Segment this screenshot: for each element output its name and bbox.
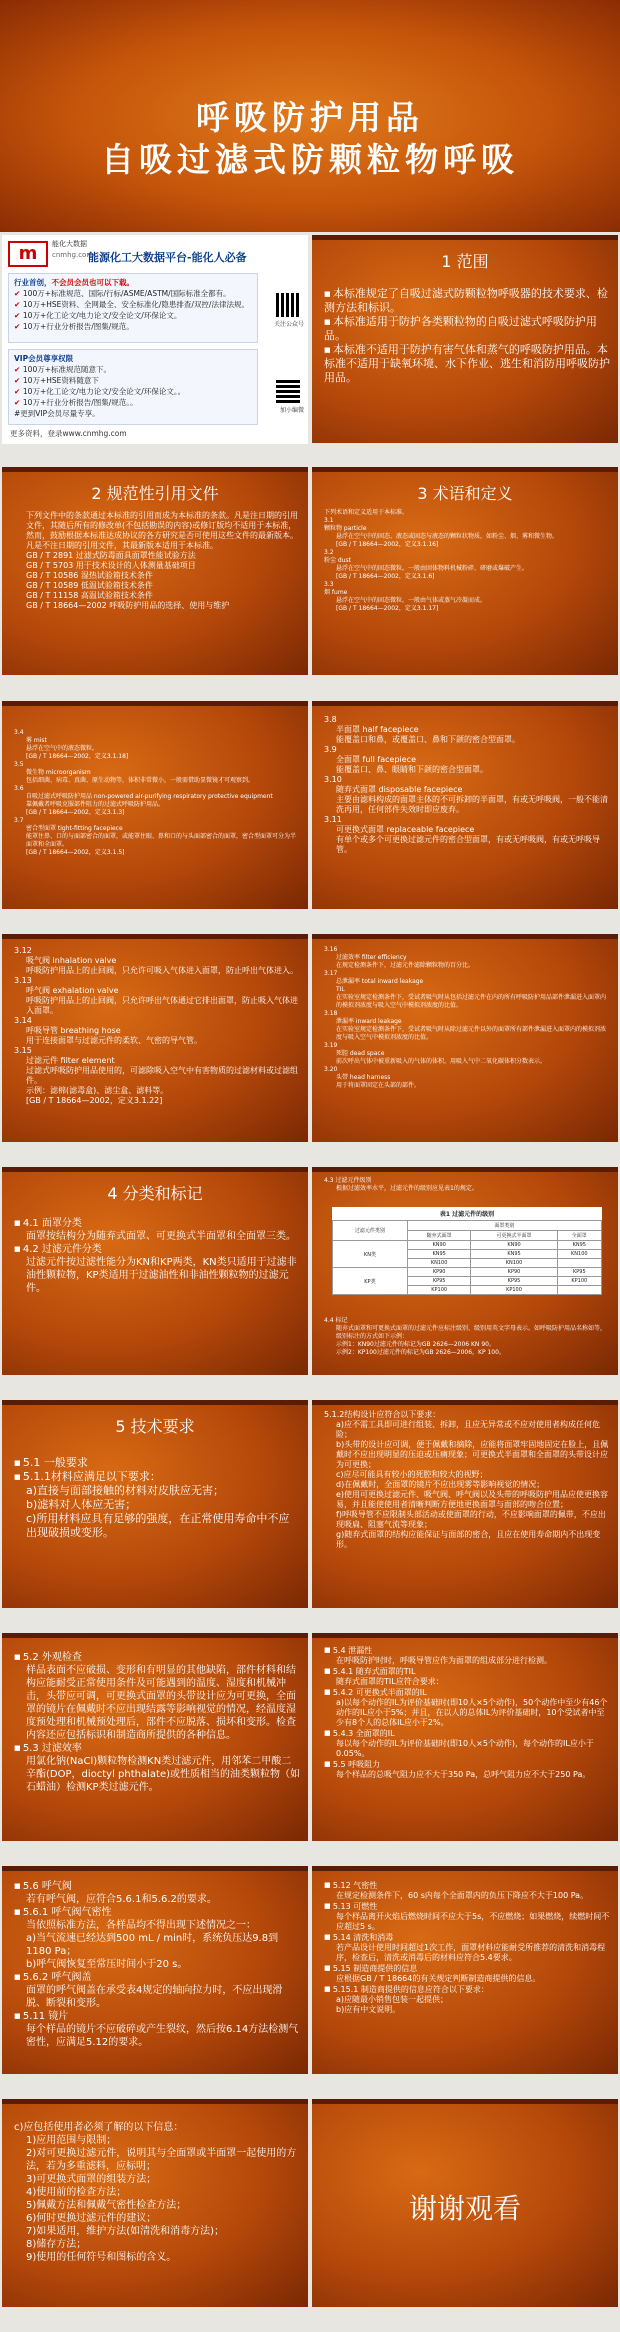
table-row: KN95 KN95 KN100 — [333, 1250, 602, 1259]
slide-body: ■ 本标准规定了自吸过滤式防颗粒物呼吸器的技术要求、检测方法和标识。 ■ 本标准适用于防护各类颗粒物的自吸过滤式呼吸防护用品。 ■ 本标准不适用于防护有害气体和蒸气的呼吸防护用品。本标准不适用于缺氧环境、水下作业、逃生和消防用呼吸防护用品。 — [324, 287, 610, 385]
list-item: ✔ 100万+标准规范、国际/行标/ASME/ASTM/国际标准全都有。 — [14, 289, 231, 298]
table-row: KN100 KN100 — [333, 1259, 602, 1268]
slide-classification — [2, 1167, 308, 1375]
slide-filter-levels — [312, 1167, 618, 1375]
slide-body: c)应包括使用者必须了解的以下信息： 1)应用范围与限制； 2)对可更换过滤元件，说明其与全面罩或半面罩一起使用的方法，若为多重滤料，应标明； 3)可更换式面罩的组装方法； 4)使用前的检查方法； 5)佩戴方法和佩戴气密性检查方法； 6)何时更换过滤元件的建议； 7)如果适用，维护方法(如清洗和消毒方法)； 8)储存方法； 9)使用的任何符号和图标的含义。 — [14, 2122, 297, 2263]
thanks-text: 谢谢观看 — [408, 2192, 521, 2225]
slide-references — [2, 467, 308, 675]
slide-body: 3.4 雾 mist 悬浮在空气中的液态微粒。 [GB / T 18664—2002，定义3.1.18] 3.5 微生物 microorganism 包括细菌、病毒、真菌、原生动物等，体积非常微小，一般需借助显微镜才可观察到。 3.6 自吸过滤式呼吸防护用品 non-powered air-purifying respiratory protective equipment 靠佩戴者呼吸克服部件阻力的过滤式呼吸防护用品。 [GB / T 18664—2002，定义3.1.3] 3.7 密合型面罩 tight-fitting facepiece 能罩住鼻、口的与面部密合的面罩，或能罩住眼、鼻和口的与头面部密合的面罩，密合型面罩可分为半面罩和全面罩。 [GB / T 18664—2002，定义3.1.5] — [14, 729, 297, 856]
list-item: ✔ 10万+化工论文/电力论文/安全论文/环保论文。。 — [14, 387, 186, 396]
slide-body-bottom: 4.4 标记 随弃式面罩和可更换式面罩的过滤元件应标注级别、级别用英文字母表示。如呼吸防护用品名称如等，级别标注的方式如下示例： 示例1：KN90过滤元件的标记为GB 2626—2006 KN 90。 示例2：KP100过滤元件的标记为GB 2626—2006，KP 100。 — [324, 1317, 607, 1356]
slide-user-info — [2, 2099, 308, 2307]
slide-body: 下列术语和定义适用于本标准。 3.1 颗粒物 particle 悬浮在空气中的固态、液态或固态与液态的颗粒状物质，如粉尘、烟、雾和微生物。 [GB / T 18664—2002，定义3.1.16] 3.2 粉尘 dust 悬浮在空气中的固态微粒。一般由固体物料机械粉碎、研磨或爆破产生。 [GB / T 18664—2002，定义3.1.6] 3.3 烟 fume 悬浮在空气中的固态微粒。一般由气体或蒸气冷凝而成。 [GB / T 18664—2002，定义3.1.17] — [324, 509, 559, 612]
slide-title: 4 分类和标记 — [107, 1184, 203, 1203]
slide-scope — [312, 235, 618, 443]
brand-name: 能化大数据 — [52, 240, 87, 248]
list-item: ✔ 10万+HSE资料随意下 — [14, 376, 99, 385]
slide-thanks — [312, 2099, 618, 2307]
qr-code-icon[interactable] — [276, 379, 300, 403]
list-item: ✔ 10万+行业分析报告/图集/规范。。 — [14, 398, 138, 407]
list-item: ✔ 10万+化工论文/电力论文/安全论文/环保论文。 — [14, 311, 182, 320]
slide-body: ■ 5.1 一般要求 ■ 5.1.1材料应满足以下要求： a)直接与面部接触的材料对皮肤应无害； b)滤料对人体应无害； c)所用材料应具有足够的强度，在正常使用寿命中不应出现破损或变形。 — [14, 1456, 300, 1540]
ad-box-vip: VIP会员尊享权限 ✔ 100万+标准规范随意下。 ✔ 10万+HSE资料随意下 ✔ 10万+化工论文/电力论文/安全论文/环保论文。。 ✔ 10万+行业分析报告/图集/规范。。 #更到VIP会员尽量专享。 — [8, 349, 258, 425]
slide-terms-3 — [312, 701, 618, 909]
slide-body: ■ 5.2 外观检查 样品表面不应破损、变形和有明显的其他缺陷，部件材料和结构应能耐受正常使用条件及可能遇到的温度、湿度和机械冲击，头带应可调，可更换式面罩的头带设计应为可更换，全面罩的镜片在佩戴时不应出现结露等影响视觉的情况，经温度湿度预处理和机械预处理后，部件不应脱落、损坏和变形。检查内容还应包括标识和制造商所提供的各种信息。 ■ 5.3 过滤效率 用氯化钠(NaCl)颗粒物检测KN类过滤元件，用邻苯二甲酸二辛酯(DOP，dioctyl phthalate)或性质相当的油类颗粒物（如石蜡油）检测KP类过滤元件。 — [14, 1651, 300, 1794]
slide-body: ■ 4.1 面罩分类 面罩按结构分为随弃式面罩、可更换式半面罩和全面罩三类。 ■ 4.2 过滤元件分类 过滤元件按过滤性能分为KN和KP两类，KN类只适用于过滤非油性颗粒物，KP类适用于过滤油性和非油性颗粒物的过滤元件。 — [14, 1217, 300, 1295]
qr-label: 加小编微 — [279, 407, 304, 414]
table-row: KP类 KP90 KP90 KP95 — [333, 1268, 602, 1277]
slide-title: 2 规范性引用文件 — [91, 484, 219, 503]
slide-terms-4 — [2, 934, 308, 1142]
ad-headline: 能源化工大数据平台-能化人必备 — [88, 251, 247, 264]
slide-structure — [312, 1400, 618, 1608]
slide-body: ■ 5.6 呼气阀 若有呼气阀，应符合5.6.1和5.6.2的要求。 ■ 5.6.1 呼气阀气密性 当依照标准方法，各样品均不得出现下述情况之一： a)当气流速已经达到500 mL / min时，系统负压达9.8到1180 Pa； b)呼气阀恢复至常压时间小于20 s。 ■ 5.6.2 呼气阀盖 面罩的呼气阀盖在承受表4规定的轴向拉力时，不应出现滑脱、断裂和变形。 ■ 5.11 镜片 每个样品的镜片不应破碎或产生裂纹，然后按6.14方法检测气密性，应满足5.12的要求。 — [14, 1880, 300, 2049]
slide-terms — [312, 467, 618, 675]
slide-appearance — [2, 1633, 308, 1841]
table-row: KP95 KP95 KP100 — [333, 1277, 602, 1286]
title-slide — [0, 0, 620, 232]
slide-title: 5 技术要求 — [115, 1417, 195, 1436]
ad-box-free: 行业首创，不会员会员也可以下载。 ✔ 100万+标准规范、国际/行标/ASME/ASTM/国际标准全都有。 ✔ 10万+HSE资料、全网最全、安全标准化/隐患排查/双控/法律法规。 ✔ 10万+化工论文/电力论文/安全论文/环保论文。 ✔ 10万+行业分析报告/图集/规范。 — [8, 273, 258, 343]
slide-body: ■ 5.4 泄漏性 在呼吸防护时时，呼吸导管应作为面罩的组成部分进行检测。 ■ 5.4.1 随弃式面罩的TIL 随弃式面罩的TIL应符合要求： ■ 5.4.2 可更换式半面罩的IL a)以每个动作的IL为评价基础时(即10人×5个动作)，50个动作中至少有46个动作的IL应小于5%；并且，在以人的总体IL为评价基础时，10个受试者中至少有8个人的总体IL应小于2%。 ■ 5.4.3 全面罩的IL 每以每个动作的IL为评价基础时(即10人×5个动作)，每个动作的IL应小于0.05%。 ■ 5.5 呼吸阻力 每个样品的总吸气阻力应不大于350 Pa，总呼气阻力应不大于250 Pa。 — [324, 1645, 610, 1780]
slide-terms-5 — [312, 934, 618, 1142]
slide-body: 下列文件中的条款通过本标准的引用而成为本标准的条款。凡是注日期的引用文件，其随后所有的修改单(不包括勘误的内容)或修订版均不适用于本标准，然而，鼓励根据本标准达成协议的各方研究是否可使用这些文件的最新版本。凡是不注日期的引用文件，其最新版本适用于本标准。 GB / T 2891 过滤式防毒面具面罩性能试验方法 GB / T 5703 用于技术设计的人体测量基础项目 GB / T 10586 湿热试验箱技术条件 GB / T 10589 低温试验箱技术条件 GB / T 11158 高温试验箱技术条件 GB / T 18664—2002 呼吸防护用品的选择、使用与维护 — [26, 511, 298, 610]
list-item: ✔ 10万+行业分析报告/图集/规范。 — [14, 322, 134, 331]
slide-body: 3.8 半面罩 half facepiece 能覆盖口和鼻，或覆盖口、鼻和下颌的密合型面罩。 3.9 全面罩 full facepiece 能覆盖口、鼻、眼睛和下颌的密合型面罩。 3.10 随弃式面罩 disposable facepiece 主要由滤料构成的面罩主体的不可拆卸的半面罩，有或无呼吸阀，一般不能清洗再用，任何部件失效时即应废弃。 3.11 可更换式面罩 replaceable facepiece 有单个或多个可更换过滤元件的密合型面罩，有或无呼吸阀，有或无呼吸导管。 — [324, 715, 608, 854]
slide-tech-requirements — [2, 1400, 308, 1608]
ad-footer: 更多资料，登录www.cnmhg.com — [10, 429, 127, 438]
filter-level-table: 表1 过滤元件的级别 过滤元件类别 面罩类别 随弃式面罩 可更换式半面罩 全面罩 KN类 KN90 KN90 KN95 KN95 KN95 KN100 KN100 KN100 KP类 KP90 KP90 KP95 KP95 KP95 KP100 KP100 KP100 — [332, 1207, 602, 1295]
title-line-2: 自吸过滤式防颗粒物呼吸 — [101, 140, 519, 179]
table-row: KP100 KP100 — [333, 1286, 602, 1295]
slide-title: 3 术语和定义 — [417, 484, 513, 503]
slide-body: 5.1.2结构设计应符合以下要求： a)应不需工具即可进行组装、拆卸，且应无异常或不应对使用者构成任何危险； b)头带的设计应可调，便于佩戴和摘除，应能将面罩牢固地固定在脸上，且佩戴时不应出现明显的压迫或压痛现象；可更换式半面罩和全面罩的头带设计应为可更换； c)应尽可能具有较小的死腔和较大的视野； d)在佩戴时，全面罩的镜片不应出现雾等影响视觉的情况； e)使用可更换过滤元件、吸气阀、呼气阀以及头带的呼吸防护用品应使更换容易，并且能使使用者清晰判断方便地更换面罩与面部的吻合位置； f)呼吸导管不应限制头部活动或使面罩的行动，不应影响面罩的佩带，不应出现吸扁、阻塞气流等现象； g)随弃式面罩的结构应能保证与面部的密合，且应在使用寿命期内不出现变形。 — [324, 1410, 609, 1549]
qr-label: 关注公众号 — [273, 321, 304, 328]
brand-logo: m — [8, 241, 48, 267]
slide-body: 3.16 过滤效率 filter efficiency 在规定检测条件下，过滤元件滤除颗粒物的百分比。 3.17 总泄漏率 total inward leakage TIL 在实验室规定检测条件下，受试者吸气时从包括过滤元件在内的所有呼吸防护用品部件泄漏进入面罩内的模拟剂浓度与吸入空气中模拟剂浓度的比值。 3.18 泄漏率 inward leakage 在实验室规定检测条件下，受试者吸气时从除过滤元件以外的面罩所有部件泄漏进入面罩内的模拟剂浓度与吸入空气中模拟剂浓度的比值。 3.19 死腔 dead space 前次呼出气体中被重新吸入的气体的体积，用吸入气中二氧化碳体积分数表示。 3.20 头带 head harness 用于将面罩固定在头部的部件。 — [324, 946, 607, 1089]
slide-body: 3.12 吸气阀 inhalation valve 呼吸防护用品上的止回阀，只允许可吸入气体进入面罩，防止呼出气体进入。 3.13 呼气阀 exhalation valve 呼吸防护用品上的止回阀，只允许呼出气体通过它排出面罩，防止吸入气体进入面罩。 3.14 呼吸导管 breathing hose 用于连接面罩与过滤元件的柔软、气密的导气管。 3.15 过滤元件 filter element 过滤式呼吸防护用品使用的，可滤除吸入空气中有害物质的过滤材料或过滤组件。 示例：滤棉(滤毒盒)、滤尘盒、滤料等。 [GB / T 18664—2002，定义3.1.22] — [14, 946, 298, 1105]
list-item: ✔ 10万+HSE资料、全网最全、安全标准化/隐患排查/双控/法律法规。 — [14, 300, 249, 309]
list-item: ✔ 100万+标准规范随意下。 — [14, 365, 112, 374]
title-line-1: 呼吸防护用品 — [196, 98, 424, 137]
slide-terms-2 — [2, 701, 308, 909]
slide-airtightness — [312, 1866, 618, 2074]
slide-exhalation-valve — [2, 1866, 308, 2074]
ad-panel — [2, 235, 308, 444]
table-row: KN类 KN90 KN90 KN95 — [333, 1241, 602, 1250]
brand-url: cnmhg.com — [52, 251, 94, 259]
slide-title: 1 范围 — [441, 252, 489, 271]
slide-leakage — [312, 1633, 618, 1841]
slide-body-top: 4.3 过滤元件级别 根据过滤效率水平，过滤元件的级别应见表1的规定。 — [324, 1177, 478, 1192]
slide-body: ■ 5.12 气密性 在规定检测条件下，60 s内每个全面罩内的负压下降应不大于100 Pa。 ■ 5.13 可燃性 每个样品离开火焰后燃烧时间不应大于5s，不应燃烧；如果燃烧，续燃时间不应超过5 s。 ■ 5.14 清洗和消毒 若产品设计使用时间超过1次工作，面罩材料应能耐受所推荐的清洗和消毒程序，检查后，清洗或消毒后的材料应符合5.4要求。 ■ 5.15 制造商提供的信息 应根据GB / T 18664的有关规定判断制造商提供的信息。 ■ 5.15.1 制造商提供的信息应符合以下要求： a)应随最小销售包装一起提供； b)应有中文说明。 — [324, 1880, 610, 2015]
qr-code-icon[interactable] — [276, 293, 300, 317]
